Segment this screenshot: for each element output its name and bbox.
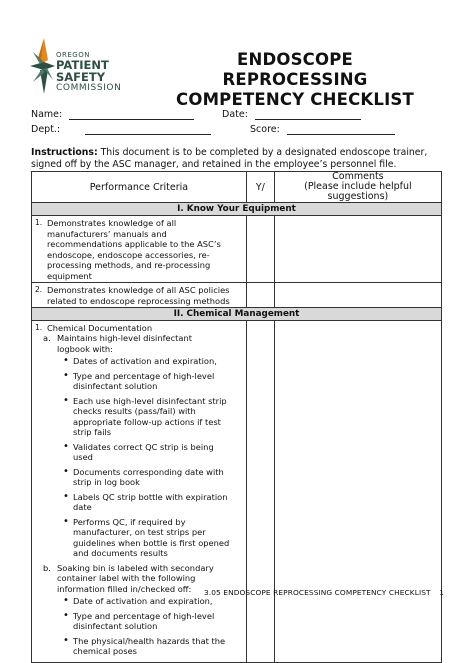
name-field[interactable] <box>31 109 194 120</box>
score-line[interactable] <box>287 124 395 135</box>
yn-cell[interactable] <box>246 283 274 308</box>
table-row <box>32 216 442 283</box>
bullet-item: • Documents corresponding date with strip in log book <box>63 467 233 488</box>
title-line-1: ENDOSCOPE REPROCESSING <box>222 50 368 89</box>
title-line-2: COMPETENCY CHECKLIST <box>176 90 414 109</box>
criteria-text: Demonstrates knowledge of all manufacturers’ manuals and recommendations applicable to the ASC’s endoscope, endoscope accessories, re-processing methods, and re-processing equipment <box>47 218 221 281</box>
sub-item-label: b. <box>43 562 51 573</box>
bullet-item: • Each use high-level disinfectant strip checks results (pass/fail) with appropriate follow-up actions if test strip fails <box>63 396 233 438</box>
item-number: 1. <box>35 323 43 332</box>
document-title <box>170 50 420 110</box>
bullet-item: • Validates correct QC strip is being used <box>63 442 233 463</box>
header-comments-subtitle: (Please include helpful suggestions) <box>304 181 412 202</box>
criteria-text: Chemical Documentation <box>47 323 153 333</box>
header-comments-title: Comments <box>332 171 384 182</box>
score-field[interactable] <box>250 124 395 135</box>
comments-cell[interactable] <box>274 321 441 663</box>
bullet-item: • Labels QC strip bottle with expiration date <box>63 492 233 513</box>
section-chemical-management: II. Chemical Management <box>32 308 442 321</box>
footer-title: 3.05 ENDOSCOPE REPROCESSING COMPETENCY CHECKLIST <box>204 588 431 597</box>
dept-line[interactable] <box>85 124 211 135</box>
header-comments <box>274 172 441 203</box>
section-header-row <box>32 308 442 321</box>
instructions-text: This document is to be completed by a designated endoscope trainer, signed off by the ASC manager, and retained in the employee’s personnel file. <box>31 147 428 170</box>
name-line[interactable] <box>69 109 194 120</box>
comments-cell[interactable] <box>274 283 441 308</box>
criteria-cell <box>32 321 247 663</box>
header-performance-criteria: Performance Criteria <box>32 172 247 203</box>
bullet-item: • Dates of activation and expiration, <box>63 356 233 367</box>
item-number: 2. <box>35 285 43 294</box>
logo-patient-safety-text: PATIENT SAFETY <box>56 58 109 84</box>
criteria-cell <box>32 283 247 308</box>
yn-cell[interactable] <box>246 216 274 283</box>
bullet-list <box>43 596 243 657</box>
criteria-text: Demonstrates knowledge of all ASC policies related to endoscope reprocessing methods <box>47 285 230 306</box>
dept-label: Dept.: <box>31 124 61 135</box>
criteria-cell <box>32 216 247 283</box>
logo-oregon-text: OREGON <box>56 51 90 59</box>
instructions-label: Instructions: <box>31 147 98 158</box>
bullet-item: • Type and percentage of high-level disinfectant solution <box>63 371 233 392</box>
header-yn: Y/ <box>246 172 274 203</box>
yn-cell[interactable] <box>246 321 274 663</box>
instructions <box>31 147 441 170</box>
bullet-list <box>43 356 243 559</box>
table-row <box>32 321 442 663</box>
logo-commission-text: COMMISSION <box>56 83 122 93</box>
date-label: Date: <box>222 109 248 120</box>
oregon-patient-safety-logo <box>28 36 158 96</box>
date-field[interactable] <box>222 109 361 120</box>
score-label: Score: <box>250 124 280 135</box>
bullet-item: • The physical/health hazards that the chemical poses <box>63 636 233 657</box>
date-line[interactable] <box>255 109 361 120</box>
comments-cell[interactable] <box>274 216 441 283</box>
name-label: Name: <box>31 109 63 120</box>
item-number: 1. <box>35 218 43 227</box>
sub-item-label: a. <box>43 333 51 343</box>
section-header-row <box>32 203 442 216</box>
page-number: 1 <box>439 588 444 597</box>
sub-item-text: Maintains high-level disinfectant logbook with: <box>57 333 193 354</box>
table-row <box>32 283 442 308</box>
bullet-item: • Type and percentage of high-level disinfectant solution <box>63 611 233 632</box>
dept-field[interactable] <box>31 124 211 135</box>
sub-item-text: Soaking bin is labeled with secondary container label with the following information filled in/checked off: <box>57 562 214 594</box>
page-footer <box>204 588 444 597</box>
section-know-your-equipment: I. Know Your Equipment <box>32 203 442 216</box>
bullet-item: • Date of activation and expiration, <box>63 596 233 607</box>
bullet-item: • Performs QC, if required by manufacturer, on test strips per guidelines when bottle is first opened and documents results <box>63 517 233 559</box>
